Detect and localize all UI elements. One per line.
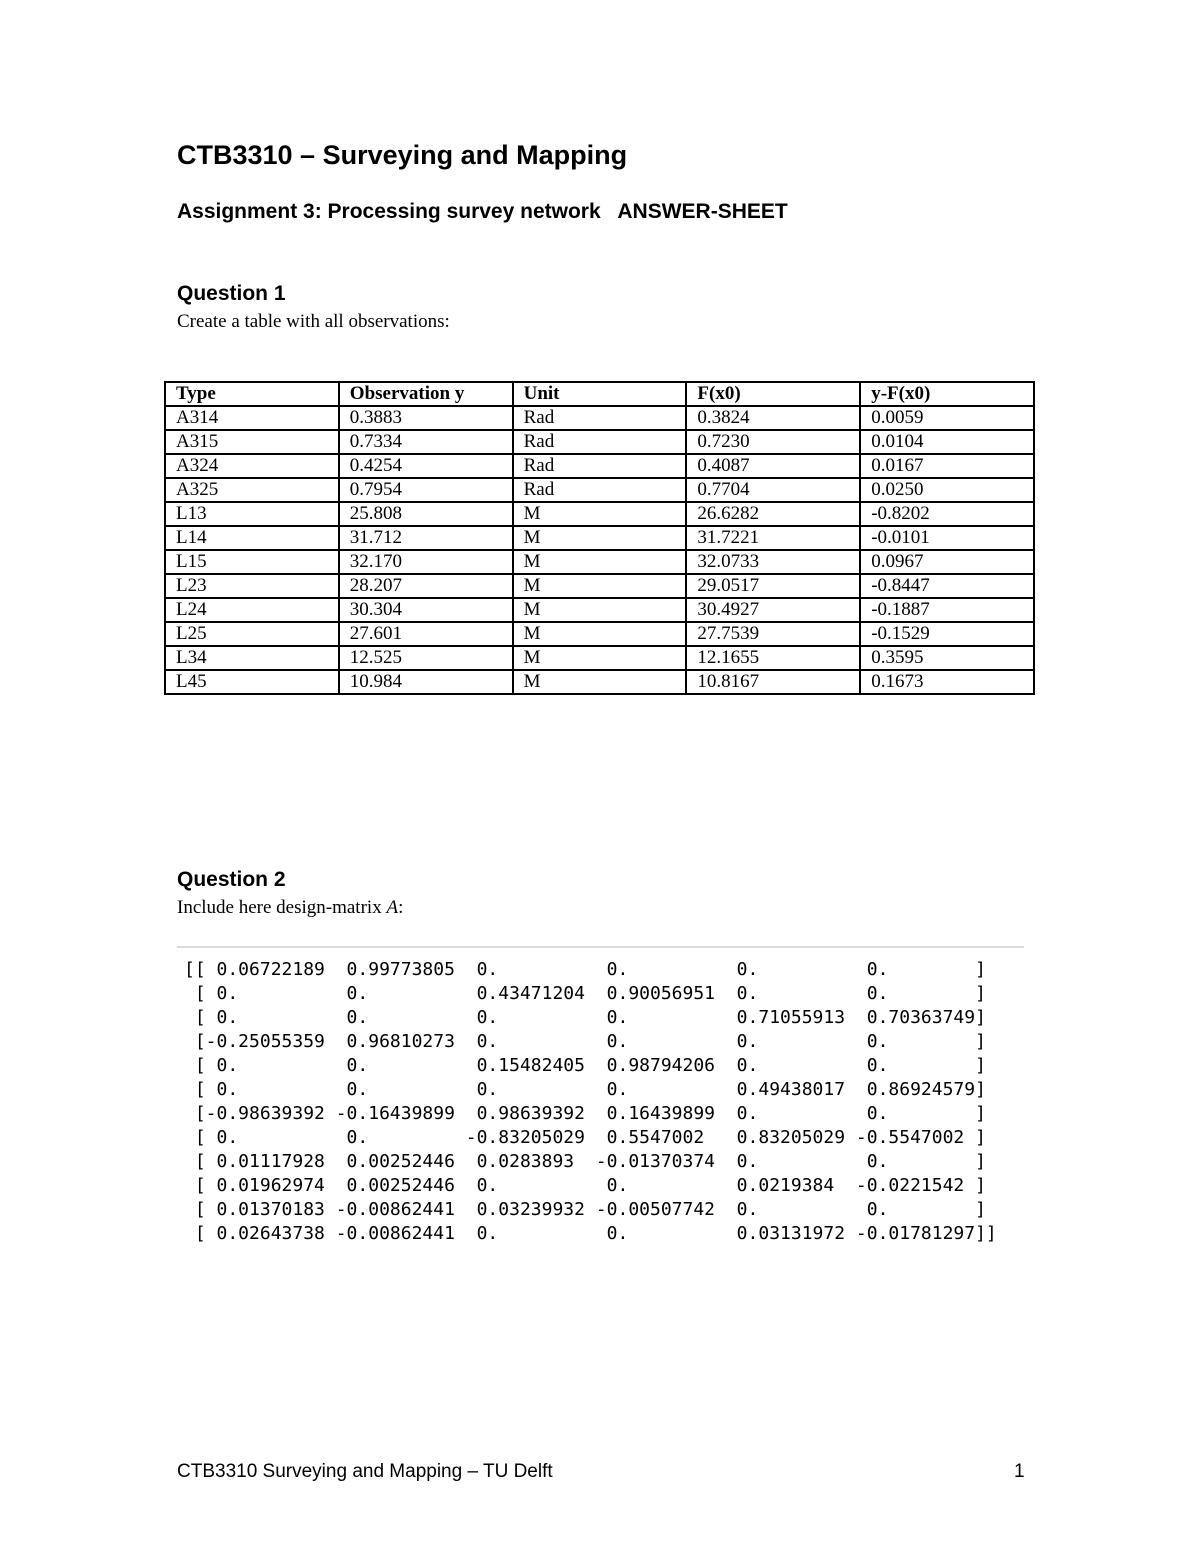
table-cell: 12.525 xyxy=(339,646,513,670)
table-cell: 10.8167 xyxy=(686,670,860,694)
table-cell: M xyxy=(513,526,687,550)
table-cell: -0.8447 xyxy=(860,574,1034,598)
table-cell: Rad xyxy=(513,478,687,502)
table-cell: -0.1887 xyxy=(860,598,1034,622)
table-row xyxy=(165,478,1034,502)
table-row xyxy=(165,550,1034,574)
table-cell: 0.4087 xyxy=(686,454,860,478)
footer-text: CTB3310 Surveying and Mapping – TU Delft xyxy=(177,1461,553,1482)
table-row xyxy=(165,502,1034,526)
table-cell: 26.6282 xyxy=(686,502,860,526)
table-cell: 0.1673 xyxy=(860,670,1034,694)
table-row xyxy=(165,526,1034,550)
table-cell: 32.170 xyxy=(339,550,513,574)
column-header: y-F(x0) xyxy=(860,382,1034,406)
table-cell: 28.207 xyxy=(339,574,513,598)
table-row xyxy=(165,454,1034,478)
table-cell: M xyxy=(513,574,687,598)
design-matrix-output xyxy=(184,958,997,1246)
table-cell: 10.984 xyxy=(339,670,513,694)
table-cell: -0.1529 xyxy=(860,622,1034,646)
table-cell: L45 xyxy=(165,670,339,694)
matrix-row: [ 0. 0. 0.15482405 0.98794206 0. 0. ] xyxy=(184,1055,986,1076)
table-cell: L25 xyxy=(165,622,339,646)
question-2-heading: Question 2 xyxy=(177,868,286,891)
matrix-row: [ 0. 0. 0. 0. 0.49438017 0.86924579] xyxy=(184,1079,986,1100)
table-cell: 12.1655 xyxy=(686,646,860,670)
table-cell: 31.7221 xyxy=(686,526,860,550)
matrix-row: [-0.98639392 -0.16439899 0.98639392 0.16439899 0. 0. ] xyxy=(184,1103,986,1124)
table-cell: 0.0250 xyxy=(860,478,1034,502)
column-header: Observation y xyxy=(339,382,513,406)
table-cell: Rad xyxy=(513,406,687,430)
table-cell: A325 xyxy=(165,478,339,502)
table-row xyxy=(165,598,1034,622)
column-header: F(x0) xyxy=(686,382,860,406)
table-cell: M xyxy=(513,646,687,670)
table-cell: 0.4254 xyxy=(339,454,513,478)
table-cell: M xyxy=(513,598,687,622)
table-cell: -0.8202 xyxy=(860,502,1034,526)
table-cell: 0.7334 xyxy=(339,430,513,454)
matrix-row: [ 0.01962974 0.00252446 0. 0. 0.0219384 -0.0221542 ] xyxy=(184,1175,986,1196)
question-2-text xyxy=(177,897,403,919)
table-cell: 0.0059 xyxy=(860,406,1034,430)
column-header: Type xyxy=(165,382,339,406)
table-cell: L14 xyxy=(165,526,339,550)
table-cell: 32.0733 xyxy=(686,550,860,574)
matrix-variable: A xyxy=(386,897,399,918)
matrix-row: [ 0.01370183 -0.00862441 0.03239932 -0.00507742 0. 0. ] xyxy=(184,1199,986,1220)
table-cell: 0.3883 xyxy=(339,406,513,430)
table-cell: Rad xyxy=(513,454,687,478)
table-row xyxy=(165,574,1034,598)
output-divider xyxy=(177,946,1024,948)
question-1-text: Create a table with all observations: xyxy=(177,311,450,332)
table-cell: 0.0967 xyxy=(860,550,1034,574)
table-cell: L15 xyxy=(165,550,339,574)
matrix-row: [ 0. 0. 0. 0. 0.71055913 0.70363749] xyxy=(184,1007,986,1028)
table-cell: M xyxy=(513,502,687,526)
table-row xyxy=(165,430,1034,454)
table-row xyxy=(165,622,1034,646)
table-cell: 29.0517 xyxy=(686,574,860,598)
table-cell: A314 xyxy=(165,406,339,430)
table-cell: 0.3824 xyxy=(686,406,860,430)
table-cell: M xyxy=(513,622,687,646)
table-cell: 30.304 xyxy=(339,598,513,622)
table-cell: 27.601 xyxy=(339,622,513,646)
table-cell: L23 xyxy=(165,574,339,598)
table-cell: L34 xyxy=(165,646,339,670)
table-row xyxy=(165,406,1034,430)
table-cell: 0.0104 xyxy=(860,430,1034,454)
question-2-text-suffix: : xyxy=(398,897,404,918)
page-number: 1 xyxy=(1014,1461,1025,1482)
table-header-row xyxy=(165,382,1034,406)
table-row xyxy=(165,670,1034,694)
matrix-row: [ 0.01117928 0.00252446 0.0283893 -0.01370374 0. 0. ] xyxy=(184,1151,986,1172)
table-cell: -0.0101 xyxy=(860,526,1034,550)
matrix-row: [ 0. 0. -0.83205029 0.5547002 0.83205029 -0.5547002 ] xyxy=(184,1127,986,1148)
table-cell: 0.7704 xyxy=(686,478,860,502)
question-2-text-prefix: Include here design-matrix xyxy=(177,897,387,918)
matrix-row: [ 0.02643738 -0.00862441 0. 0. 0.03131972 -0.01781297]] xyxy=(184,1223,997,1244)
page-title: CTB3310 – Surveying and Mapping xyxy=(177,140,628,170)
table-cell: A315 xyxy=(165,430,339,454)
table-cell: M xyxy=(513,670,687,694)
table-cell: L13 xyxy=(165,502,339,526)
table-cell: 27.7539 xyxy=(686,622,860,646)
matrix-row: [[ 0.06722189 0.99773805 0. 0. 0. 0. ] xyxy=(184,959,986,980)
table-row xyxy=(165,646,1034,670)
table-cell: 0.3595 xyxy=(860,646,1034,670)
column-header: Unit xyxy=(513,382,687,406)
matrix-row: [ 0. 0. 0.43471204 0.90056951 0. 0. ] xyxy=(184,983,986,1004)
table-cell: 0.7954 xyxy=(339,478,513,502)
table-cell: 30.4927 xyxy=(686,598,860,622)
table-cell: 0.0167 xyxy=(860,454,1034,478)
table-cell: Rad xyxy=(513,430,687,454)
question-1-heading: Question 1 xyxy=(177,282,286,305)
observations-table-body xyxy=(165,406,1034,694)
table-cell: 0.7230 xyxy=(686,430,860,454)
assignment-subtitle: Assignment 3: Processing survey network ANSWER-SHEET xyxy=(177,200,788,223)
table-cell: M xyxy=(513,550,687,574)
matrix-row: [-0.25055359 0.96810273 0. 0. 0. 0. ] xyxy=(184,1031,986,1052)
table-cell: 31.712 xyxy=(339,526,513,550)
table-cell: A324 xyxy=(165,454,339,478)
table-cell: 25.808 xyxy=(339,502,513,526)
table-cell: L24 xyxy=(165,598,339,622)
observations-table xyxy=(164,381,1035,695)
